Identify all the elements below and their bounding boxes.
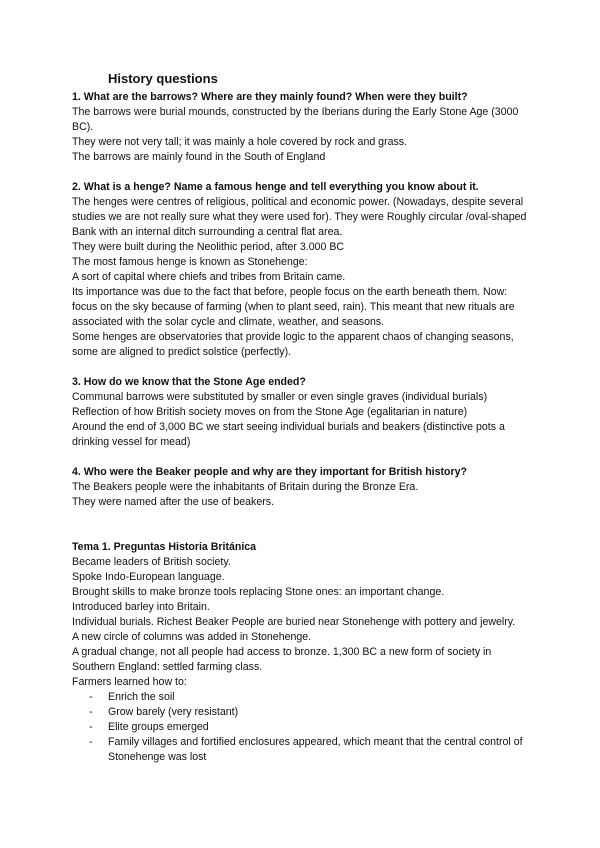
tema-line: Individual burials. Richest Beaker People are buried near Stonehenge with pottery and jewelry. — [72, 616, 516, 628]
answer-4-line: They were named after the use of beakers. — [72, 496, 274, 508]
spacer — [72, 510, 532, 540]
list-item — [72, 690, 532, 705]
question-1-heading: 1. What are the barrows? Where are they mainly found? When were they built? — [72, 91, 468, 103]
answer-4-line: The Beakers people were the inhabitants of Britain during the Bronze Era. — [72, 481, 419, 493]
answer-2-line: The henges were centres of religious, political and economic power. (Nowadays, despite several studies we are not really sure what they were used for). They were Roughly circular /oval-shaped Bank with an internal ditch surrounding a central flat area. — [72, 196, 527, 238]
spacer — [72, 165, 532, 180]
answer-3-line: Communal barrows were substituted by smaller or even single graves (individual burials) — [72, 391, 488, 403]
answer-2-line: Some henges are observatories that provide logic to the apparent chaos of changing seasons, some are aligned to predict solstice (perfectly). — [72, 331, 514, 358]
spacer — [72, 360, 532, 375]
tema-section — [72, 540, 532, 765]
list-item — [72, 735, 532, 765]
spacer — [72, 450, 532, 465]
dash-bullet: - — [89, 736, 93, 748]
list-item — [72, 720, 532, 735]
question-2-heading: 2. What is a henge? Name a famous henge and tell everything you know about it. — [72, 181, 479, 193]
answer-1-line: The barrows are mainly found in the South of England — [72, 151, 326, 163]
tema-line: Spoke Indo-European language. — [72, 571, 225, 583]
tema-line: Became leaders of British society. — [72, 556, 231, 568]
list-item-text: Family villages and fortified enclosures appeared, which meant that the central control of Stonehenge was lost — [108, 736, 523, 763]
tema-line: A gradual change, not all people had access to bronze. 1,300 BC a new form of society in Southern England: settled farming class. — [72, 646, 492, 673]
question-4-section — [72, 465, 532, 510]
list-item-text: Grow barely (very resistant) — [108, 706, 239, 718]
question-2-section — [72, 180, 532, 360]
list-item-text: Enrich the soil — [108, 691, 175, 703]
document-body — [72, 90, 532, 765]
answer-1-line: The barrows were burial mounds, constructed by the Iberians during the Early Stone Age (3000 BC). — [72, 106, 519, 133]
dash-bullet: - — [89, 691, 93, 703]
tema-line: Introduced barley into Britain. — [72, 601, 210, 613]
dash-bullet: - — [89, 706, 93, 718]
question-3-heading: 3. How do we know that the Stone Age ended? — [72, 376, 306, 388]
answer-2-line: Its importance was due to the fact that before, people focus on the earth beneath them. Now: focus on the sky because of farming (when to plant seed, rain). This meant that new rituals are associated with the solar cycle and climate, weather, and seasons. — [72, 286, 515, 328]
question-4-heading: 4. Who were the Beaker people and why are they important for British history? — [72, 466, 467, 478]
dash-bullet: - — [89, 721, 93, 733]
answer-3-line: Around the end of 3,000 BC we start seeing individual burials and beakers (distinctive pots a drinking vessel for mead) — [72, 421, 505, 448]
document-title: History questions — [108, 71, 218, 86]
farmers-list — [72, 690, 532, 765]
tema-line: Brought skills to make bronze tools replacing Stone ones: an important change. — [72, 586, 445, 598]
answer-2-line: The most famous henge is known as Stonehenge: — [72, 256, 308, 268]
tema-heading: Tema 1. Preguntas Historia Británica — [72, 541, 257, 553]
list-item-text: Elite groups emerged — [108, 721, 209, 733]
tema-line: A new circle of columns was added in Stonehenge. — [72, 631, 312, 643]
answer-1-line: They were not very tall; it was mainly a hole covered by rock and grass. — [72, 136, 408, 148]
list-item — [72, 705, 532, 720]
answer-2-line: A sort of capital where chiefs and tribes from Britain came. — [72, 271, 346, 283]
question-3-section — [72, 375, 532, 450]
answer-2-line: They were built during the Neolithic period, after 3.000 BC — [72, 241, 345, 253]
question-1-section — [72, 90, 532, 165]
answer-3-line: Reflection of how British society moves on from the Stone Age (egalitarian in nature) — [72, 406, 468, 418]
tema-line: Farmers learned how to: — [72, 676, 187, 688]
